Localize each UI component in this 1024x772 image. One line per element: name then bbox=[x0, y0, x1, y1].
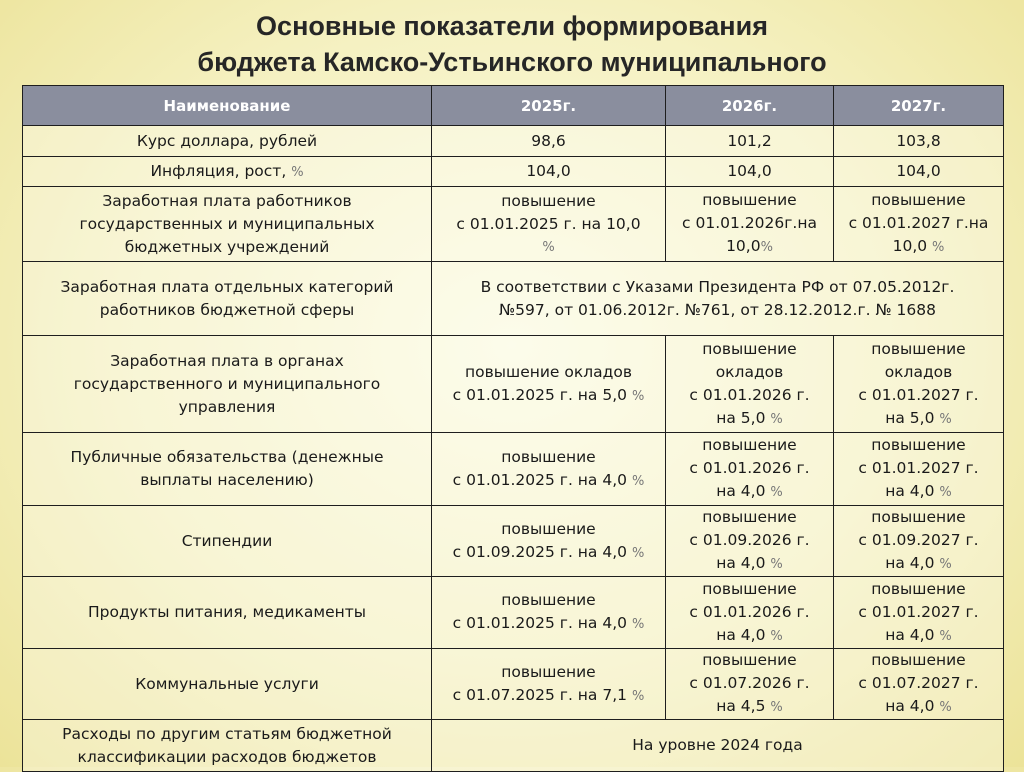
budget-indicators-table bbox=[22, 85, 1004, 772]
cell-2027 bbox=[834, 187, 1004, 262]
row-name bbox=[23, 720, 432, 772]
header-2027: 2027г. bbox=[834, 86, 1004, 126]
cell-line: с 01.01.2026 г. bbox=[689, 602, 810, 621]
cell-line: с 01.09.2027 г. bbox=[858, 531, 979, 549]
cell-line: на 4,5 % bbox=[716, 697, 783, 715]
row-name bbox=[23, 433, 432, 506]
table-row-salary-categories bbox=[23, 262, 1004, 336]
cell-line: с 01.01.2025 г. на 4,0 % bbox=[452, 614, 645, 632]
table-row-public bbox=[23, 433, 1004, 506]
cell-line: 10,0% bbox=[726, 237, 773, 255]
percent-sign: % bbox=[631, 617, 645, 632]
title-line-1: Основные показатели формирования bbox=[256, 11, 768, 41]
percent-sign: % bbox=[939, 485, 952, 500]
merged-cell: На уровне 2024 года bbox=[432, 720, 1004, 772]
cell-2025 bbox=[432, 336, 666, 433]
cell-2025: 104,0 bbox=[432, 157, 666, 187]
percent-sign: % bbox=[770, 700, 783, 715]
row-name bbox=[23, 187, 432, 262]
table-row-utilities bbox=[23, 649, 1004, 720]
cell-line: повышение bbox=[702, 508, 797, 526]
table-row-salary-gov bbox=[23, 336, 1004, 433]
percent-sign: % bbox=[542, 239, 555, 255]
cell-line: на 4,0 % bbox=[716, 482, 783, 500]
cell-2026 bbox=[666, 433, 834, 506]
percent-sign: % bbox=[631, 545, 645, 561]
cell-2027 bbox=[834, 336, 1004, 433]
cell-2026 bbox=[666, 577, 834, 649]
cell-line: повышение bbox=[501, 191, 596, 210]
cell-line: с 01.07.2025 г. на 7,1 % bbox=[452, 685, 645, 704]
row-name: Продукты питания, медикаменты bbox=[23, 577, 432, 649]
row-name-line: Заработная плата работников bbox=[102, 191, 352, 210]
cell-line: на 4,0 % bbox=[885, 554, 952, 572]
merged-cell bbox=[432, 262, 1004, 336]
cell-2027 bbox=[834, 506, 1004, 577]
cell-line: с 01.01.2025 г. на 4,0 % bbox=[452, 470, 645, 489]
cell-line: с 01.01.2026г.на bbox=[682, 214, 817, 232]
percent-sign: % bbox=[939, 411, 952, 427]
cell-2026 bbox=[666, 506, 834, 577]
cell-line: с 01.07.2027 г. bbox=[858, 674, 979, 692]
cell-2027 bbox=[834, 433, 1004, 506]
percent-sign: % bbox=[932, 240, 945, 255]
cell-2026 bbox=[666, 187, 834, 262]
cell-line: повышение окладов bbox=[465, 362, 632, 381]
cell-line: с 01.01.2026 г. bbox=[689, 459, 810, 477]
percent-sign: % bbox=[291, 164, 304, 180]
cell-2026: 104,0 bbox=[666, 157, 834, 187]
cell-line: с 01.01.2027 г. bbox=[858, 385, 979, 404]
row-name-line: управления bbox=[178, 397, 276, 416]
percent-sign: % bbox=[760, 240, 773, 255]
percent-sign: % bbox=[631, 473, 645, 489]
cell-2025 bbox=[432, 506, 666, 577]
row-name bbox=[23, 157, 432, 187]
cell-line: повышение bbox=[871, 339, 966, 358]
percent-sign: % bbox=[770, 628, 783, 644]
cell-line: повышение bbox=[702, 339, 797, 358]
row-name: Курс доллара, рублей bbox=[23, 126, 432, 157]
header-2025: 2025г. bbox=[432, 86, 666, 126]
title-line-2: бюджета Камско-Устьинского муниципального bbox=[197, 47, 827, 77]
percent-sign: % bbox=[939, 628, 952, 644]
table-row-stipends bbox=[23, 506, 1004, 577]
cell-line: повышение bbox=[501, 662, 596, 681]
cell-line: В соответствии с Указами Президента РФ от 07.05.2012г. bbox=[480, 277, 955, 296]
row-name bbox=[23, 262, 432, 336]
table-row-food bbox=[23, 577, 1004, 649]
row-name-line: выплаты населению) bbox=[140, 471, 314, 489]
cell-line: окладов bbox=[884, 362, 953, 381]
cell-line: №597, от 01.06.2012г. №761, от 28.12.2012.г. № 1688 bbox=[499, 300, 936, 319]
cell-line: с 01.01.2026 г. bbox=[689, 385, 810, 404]
cell-line: на 5,0 % bbox=[885, 408, 952, 427]
percent-sign: % bbox=[770, 557, 783, 572]
cell-line: с 01.09.2026 г. bbox=[689, 531, 810, 549]
row-name bbox=[23, 336, 432, 433]
cell-line: повышение bbox=[702, 651, 797, 669]
cell-line: повышение bbox=[501, 591, 596, 609]
cell-line: повышение bbox=[702, 436, 797, 454]
cell-line: окладов bbox=[715, 362, 784, 381]
cell-line: повышение bbox=[871, 436, 966, 454]
cell-line: с 01.01.2027 г.на bbox=[848, 214, 989, 232]
cell-line: повышение bbox=[871, 579, 966, 598]
page-title bbox=[0, 8, 1024, 80]
cell-line: повышение bbox=[702, 191, 797, 209]
row-name-line: Публичные обязательства (денежные bbox=[70, 448, 384, 466]
cell-line: на 4,0 % bbox=[716, 554, 783, 572]
row-name-line: государственного и муниципального bbox=[73, 374, 381, 393]
cell-2027 bbox=[834, 577, 1004, 649]
row-name-line: бюджетных учреждений bbox=[124, 237, 330, 256]
percent-sign: % bbox=[939, 700, 952, 715]
cell-2026 bbox=[666, 649, 834, 720]
cell-line: с 01.01.2027 г. bbox=[858, 602, 979, 621]
percent-sign: % bbox=[770, 485, 783, 500]
cell-2025: 98,6 bbox=[432, 126, 666, 157]
cell-line: 10,0 % bbox=[892, 237, 945, 255]
cell-line: на 4,0 % bbox=[716, 625, 783, 644]
row-name-line: государственных и муниципальных bbox=[79, 214, 375, 233]
cell-line: с 01.07.2026 г. bbox=[689, 674, 810, 692]
cell-line: на 4,0 % bbox=[885, 625, 952, 644]
cell-2025 bbox=[432, 649, 666, 720]
cell-2027 bbox=[834, 649, 1004, 720]
table-header-row bbox=[23, 86, 1004, 126]
header-name: Наименование bbox=[23, 86, 432, 126]
row-name: Стипендии bbox=[23, 506, 432, 577]
cell-2025 bbox=[432, 433, 666, 506]
cell-line: с 01.01.2025 г. на 10,0 bbox=[456, 214, 641, 233]
cell-line: на 5,0 % bbox=[716, 408, 783, 427]
row-name-line: Заработная плата в органах bbox=[110, 351, 344, 370]
cell-2027: 104,0 bbox=[834, 157, 1004, 187]
row-name-line: классификации расходов бюджетов bbox=[77, 747, 377, 766]
cell-line: повышение bbox=[702, 579, 797, 598]
row-name-line: Расходы по другим статьям бюджетной bbox=[62, 724, 392, 743]
row-name-line: Заработная плата отдельных категорий bbox=[60, 277, 394, 296]
cell-2025 bbox=[432, 187, 666, 262]
cell-line: на 4,0 % bbox=[885, 482, 952, 500]
table-row-inflation bbox=[23, 157, 1004, 187]
cell-line: с 01.01.2027 г. bbox=[858, 459, 979, 477]
header-2026: 2026г. bbox=[666, 86, 834, 126]
cell-line: повышение bbox=[871, 191, 966, 209]
cell-line: повышение bbox=[501, 519, 596, 538]
cell-line: на 4,0 % bbox=[885, 697, 952, 715]
row-name-line: работников бюджетной сферы bbox=[99, 300, 355, 319]
cell-line: повышение bbox=[871, 651, 966, 669]
cell-2025 bbox=[432, 577, 666, 649]
table-row-other bbox=[23, 720, 1004, 772]
table-row-usd bbox=[23, 126, 1004, 157]
percent-sign: % bbox=[770, 411, 783, 427]
percent-sign: % bbox=[939, 557, 952, 572]
percent-sign: % bbox=[631, 688, 645, 704]
row-name-text: Инфляция, рост, bbox=[150, 161, 287, 180]
cell-line: повышение bbox=[501, 447, 596, 466]
cell-line: повышение bbox=[871, 508, 966, 526]
row-name: Коммунальные услуги bbox=[23, 649, 432, 720]
cell-line: с 01.01.2025 г. на 5,0 % bbox=[452, 385, 645, 404]
cell-2026: 101,2 bbox=[666, 126, 834, 157]
cell-2026 bbox=[666, 336, 834, 433]
cell-line: с 01.09.2025 г. на 4,0 % bbox=[452, 542, 645, 561]
percent-sign: % bbox=[631, 388, 645, 404]
cell-2027: 103,8 bbox=[834, 126, 1004, 157]
table-row-salary-state bbox=[23, 187, 1004, 262]
